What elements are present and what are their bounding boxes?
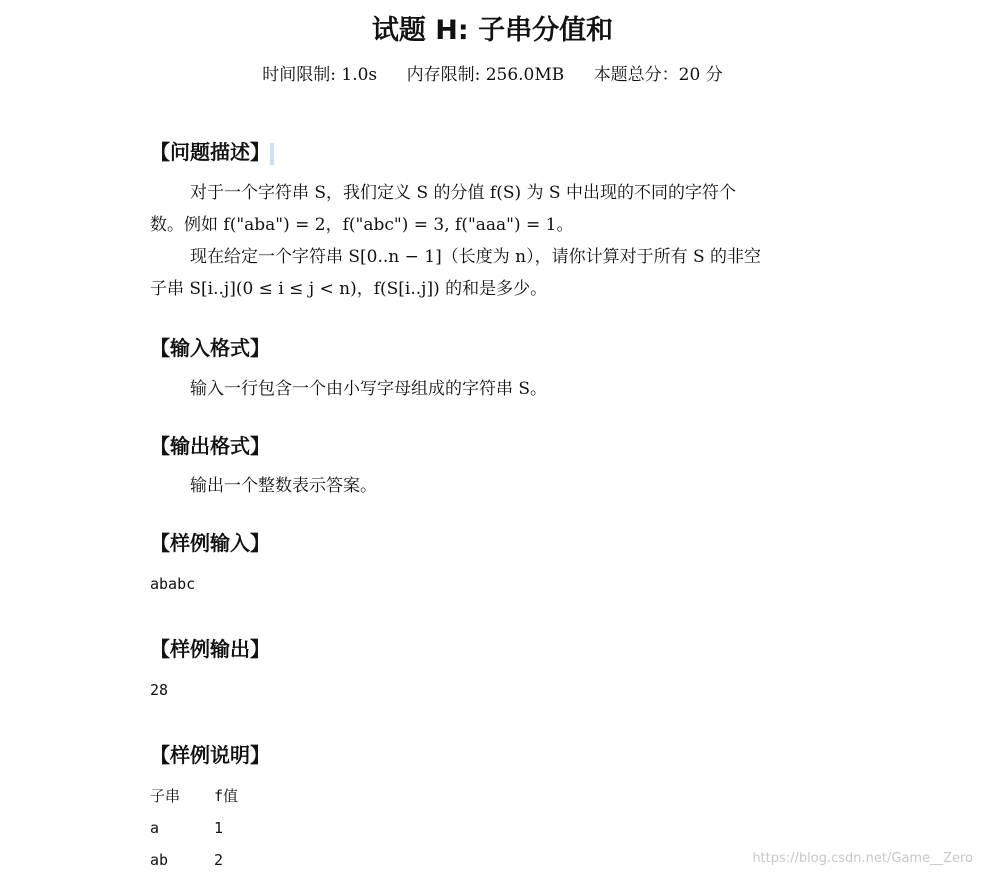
table-header: [150, 780, 850, 812]
row-substring: a: [150, 819, 160, 837]
description-para-1-cont: 数。例如 f("aba") = 2，f("abc") = 3, f("aaa") = 1。: [150, 215, 574, 235]
sample-output-text: 28: [150, 681, 169, 699]
sample-output-heading: 【样例输出】: [150, 637, 270, 661]
header-f-value: f值: [214, 787, 239, 805]
output-format-text: 输出一个整数表示答案。: [190, 476, 377, 496]
sample-input-text: ababc: [150, 575, 196, 593]
description-section: [150, 137, 850, 305]
output-format-heading: 【输出格式】: [150, 434, 270, 458]
explanation-table: [150, 780, 850, 876]
problem-meta: [0, 60, 985, 85]
sample-input-heading: 【样例输入】: [150, 531, 270, 555]
sample-explanation-heading: 【样例说明】: [150, 743, 270, 767]
description-para-2: 现在给定一个字符串 S[0..n − 1]（长度为 n），请你计算对于所有 S 的非空: [190, 247, 762, 267]
output-format-section: [150, 431, 850, 502]
description-para-1: [150, 177, 850, 209]
watermark: https://blog.csdn.net/Game__Zero: [752, 851, 973, 866]
input-format-section: [150, 333, 850, 405]
row-f-value: 1: [214, 819, 224, 837]
table-row: [150, 812, 850, 844]
time-limit: 时间限制: 1.0s: [262, 65, 378, 85]
page-title: 试题 H: 子串分值和: [371, 15, 614, 46]
table-row: [150, 844, 850, 876]
row-substring: ab: [150, 851, 169, 869]
input-format-heading: 【输入格式】: [150, 336, 270, 360]
description-heading: 【问题描述】: [150, 137, 850, 167]
description-para-2-cont: 子串 S[i..j](0 ≤ i ≤ j < n)，f(S[i..j]) 的和是多少。: [150, 279, 548, 299]
memory-limit: 内存限制: 256.0MB: [406, 65, 565, 85]
total-score: 本题总分：20 分: [593, 65, 723, 85]
sample-input-section: [150, 528, 850, 600]
input-format-text: 输入一行包含一个由小写字母组成的字符串 S。: [190, 379, 548, 399]
row-f-value: 2: [214, 851, 224, 869]
sample-output-section: [150, 634, 850, 706]
header-substring: 子串: [150, 787, 181, 805]
sample-explanation-section: [150, 740, 850, 876]
description-line: 对于一个字符串 S，我们定义 S 的分值 f(S) 为 S 中出现的不同的字符个: [190, 183, 736, 203]
